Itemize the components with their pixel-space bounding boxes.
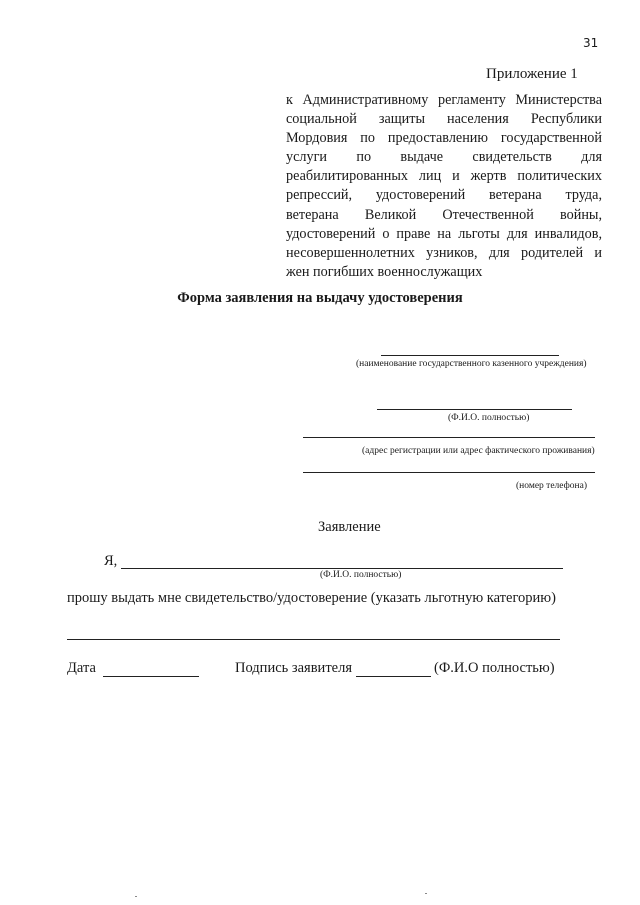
signature-fio-caption: (Ф.И.О полностью) [434, 660, 555, 676]
address-caption: (адрес регистрации или адрес фактического проживания) [362, 446, 595, 456]
address-line[interactable] [303, 437, 595, 438]
scan-artifact [135, 896, 137, 897]
institution-caption: (наименование государственного казенного учреждения) [356, 359, 587, 369]
annex-line: реабилитированных лиц и жертв политических [286, 168, 602, 185]
annex-line: репрессий, удостоверений ветерана труда, [286, 187, 602, 204]
date-line[interactable] [103, 676, 199, 677]
phone-line[interactable] [303, 472, 595, 473]
annex-line: услуги по выдаче свидетельств для [286, 149, 602, 166]
signature-label: Подпись заявителя [235, 660, 352, 676]
annex-title: Приложение 1 [486, 66, 578, 82]
annex-line: удостоверений о праве на льготы для инвалидов, [286, 225, 602, 242]
date-label: Дата [67, 660, 96, 676]
page-number: 31 [583, 36, 599, 50]
annex-line: жен погибших военнослужащих [286, 263, 483, 280]
request-text: прошу выдать мне свидетельство/удостоверение (указать льготную категорию) [67, 590, 556, 606]
signature-line[interactable] [356, 676, 431, 677]
statement-title: Заявление [318, 519, 381, 535]
ya-label: Я, [104, 553, 118, 569]
form-heading: Форма заявления на выдачу удостоверения [177, 290, 463, 306]
annex-line: Мордовия по предоставлению государственной [286, 130, 602, 147]
annex-line: к Административному регламенту Министерства [286, 92, 602, 108]
institution-line[interactable] [381, 355, 559, 356]
fio-caption: (Ф.И.О. полностью) [448, 413, 530, 423]
applicant-name-line[interactable] [121, 568, 563, 569]
annex-line: несовершеннолетних узников, для родителей и [286, 244, 602, 261]
phone-caption: (номер телефона) [516, 481, 587, 491]
annex-body [286, 91, 602, 282]
annex-line: социальной защиты населения Республики [286, 111, 602, 128]
category-line[interactable] [67, 639, 560, 640]
annex-line: ветерана Великой Отечественной войны, [286, 206, 602, 223]
fio-line[interactable] [377, 409, 572, 410]
applicant-name-caption: (Ф.И.О. полностью) [320, 570, 402, 580]
scan-artifact [425, 893, 427, 894]
